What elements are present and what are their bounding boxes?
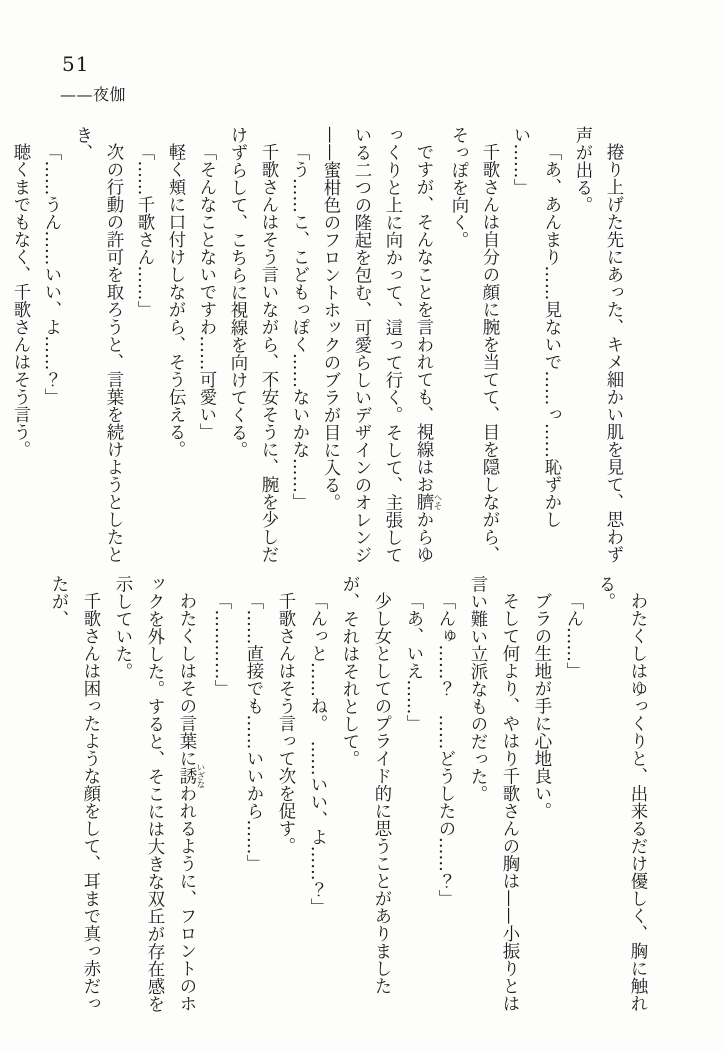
text-line: 「んゅ……？ ……どうしたの……？」 bbox=[435, 592, 455, 908]
text-line: ですが、そんなことを言われても、視線はお臍 へそからゆ bbox=[413, 143, 442, 564]
text-line: き、 bbox=[72, 126, 92, 161]
text-line: 次の行動の許可を取ろうと、言葉を続けようとしたと bbox=[103, 143, 123, 564]
text-line: 聴くまでもなく、千歌さんはそう言う。 bbox=[10, 143, 30, 459]
text-line: 「そんなことないですわ……可愛い」 bbox=[196, 143, 216, 441]
text-line: 軽く頬に口付けしながら、そう伝える。 bbox=[165, 143, 185, 459]
text-line: 「ん……」 bbox=[563, 592, 583, 680]
text-line: たが、 bbox=[48, 575, 68, 628]
text-line: けずらして、こちらに視線を向けてくる。 bbox=[227, 126, 247, 459]
text-line: そして何より、やはり千歌さんの胸は——小振りとは bbox=[499, 592, 519, 1013]
text-line: 少し女としてのプライド的に思うことがありました bbox=[371, 592, 391, 995]
text-line: ブラの生地が手に心地良い。 bbox=[531, 592, 551, 820]
ruby-annotated-text: 誘 いざな bbox=[176, 763, 205, 789]
page-number: 51 bbox=[62, 52, 90, 76]
text-line: 「……直接でも……いいから……」 bbox=[243, 592, 263, 873]
text-line: 「んっと……ね。 ……いい、よ……？」 bbox=[307, 592, 327, 917]
text-line: 捲り上げた先にあった、キメ細かい肌を見て、思わず bbox=[603, 143, 623, 564]
text-line: る。 bbox=[595, 575, 615, 610]
text-line: そっぽを向く。 bbox=[448, 126, 468, 249]
text-line: 千歌さんは自分の顔に腕を当てて、目を隠しながら、 bbox=[479, 143, 499, 564]
text-block-top bbox=[10, 126, 628, 569]
text-line: 千歌さんは困ったような顔をして、耳まで真っ赤だっ bbox=[80, 592, 100, 1013]
text-line: わたくしはその言葉に誘 いざなわれるように、フロントのホ bbox=[176, 592, 205, 1013]
text-block-bottom bbox=[43, 575, 653, 1027]
text-line: 示していた。 bbox=[112, 575, 132, 680]
text-line: 「う……こ、こどもっぽく……ないかな……」 bbox=[289, 143, 309, 511]
text-line: が、それはそれとして。 bbox=[339, 575, 359, 768]
text-line: 「……千歌さん……」 bbox=[134, 143, 154, 319]
chapter-header: ——夜伽 bbox=[60, 85, 127, 104]
text-line: 声が出る。 bbox=[572, 126, 592, 214]
ruby-annotated-text: 臍 へそ bbox=[413, 493, 442, 511]
text-line: 「……うん……いい、よ……？」 bbox=[41, 143, 61, 406]
text-line: いる二つの隆起を包む、可愛らしいデザインのオレンジ bbox=[351, 126, 371, 564]
text-line: っくりと上に向かって、這って行く。そして、主張して bbox=[382, 126, 402, 564]
text-line: 「あ、あんまり……見ないで……っ……恥ずかしい……」 bbox=[510, 126, 561, 529]
text-line: 言い難い立派なものだった。 bbox=[467, 575, 487, 803]
text-line: ックを外した。すると、そこには大きな双丘が存在感を bbox=[144, 575, 164, 1013]
text-line: 「あ、いえ……」 bbox=[403, 592, 423, 733]
text-line: ——蜜柑色のフロントホックのブラが目に入る。 bbox=[320, 126, 340, 511]
text-line: 「…………」 bbox=[211, 592, 231, 698]
text-line: わたくしはゆっくりと、出来るだけ優しく、胸に触れ bbox=[627, 592, 647, 1013]
text-line: 千歌さんはそう言いながら、不安そうに、腕を少しだ bbox=[258, 143, 278, 564]
text-line: 千歌さんはそう言って次を促す。 bbox=[275, 592, 295, 855]
